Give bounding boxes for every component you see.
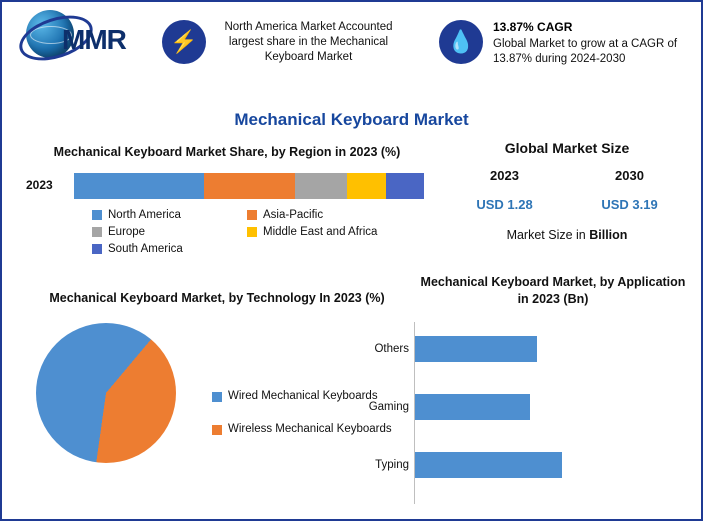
technology-pie-chart bbox=[22, 290, 412, 476]
app-bar-gaming bbox=[415, 394, 530, 420]
bar-segment-middle-east-africa bbox=[347, 173, 386, 199]
legend-swatch-icon bbox=[212, 425, 222, 435]
legend-item-middle-east-africa bbox=[247, 226, 417, 238]
page-title: Mechanical Keyboard Market bbox=[234, 110, 469, 129]
legend-label: Wired Mechanical Keyboards bbox=[228, 390, 378, 402]
bar-segment-europe bbox=[295, 173, 348, 199]
pie-wrap bbox=[22, 321, 412, 476]
value-2030: USD 3.19 bbox=[601, 197, 658, 212]
legend-label: Asia-Pacific bbox=[263, 209, 324, 221]
legend-item-europe bbox=[92, 226, 247, 238]
application-chart-title: Mechanical Keyboard Market, by Application in 2023 (Bn) bbox=[420, 275, 686, 306]
global-market-size-title: Global Market Size bbox=[504, 140, 630, 156]
unit-prefix: Market Size in bbox=[506, 228, 590, 242]
app-bar-others bbox=[415, 336, 537, 362]
application-chart-plot bbox=[368, 322, 692, 504]
app-row-gaming bbox=[368, 394, 530, 420]
region-share-chart bbox=[22, 144, 432, 255]
legend-item-north-america bbox=[92, 209, 247, 221]
global-market-size-years bbox=[442, 168, 692, 183]
header-card-2 bbox=[493, 20, 688, 67]
bar-segment-south-america bbox=[386, 173, 425, 199]
bar-segment-asia-pacific bbox=[204, 173, 295, 199]
global-market-size-panel bbox=[442, 140, 692, 242]
app-category-label: Typing bbox=[375, 459, 409, 471]
region-chart-title: Mechanical Keyboard Market Share, by Region in 2023 (%) bbox=[53, 145, 401, 159]
header-card-2-text: Global Market to grow at a CAGR of 13.87% during 2024-2030 bbox=[493, 38, 678, 65]
app-row-others bbox=[374, 336, 537, 362]
legend-swatch-icon bbox=[247, 227, 257, 237]
legend-item-wireless bbox=[212, 422, 402, 437]
application-bar-chart bbox=[368, 274, 692, 504]
legend-label: Wireless Mechanical Keyboards bbox=[228, 423, 392, 435]
legend-item-asia-pacific bbox=[247, 209, 417, 221]
cagr-value: 13.87% CAGR bbox=[493, 20, 573, 34]
legend-item-south-america bbox=[92, 243, 247, 255]
global-market-size-unit bbox=[442, 228, 692, 242]
bar-segment-north-america bbox=[74, 173, 204, 199]
lightning-bolt-icon: ⚡ bbox=[162, 20, 206, 64]
legend-label: North America bbox=[108, 209, 181, 221]
app-category-label: Others bbox=[374, 343, 409, 355]
legend-label: South America bbox=[108, 243, 183, 255]
header-card-north-america bbox=[162, 20, 412, 65]
header bbox=[2, 2, 701, 94]
year-2023-label: 2023 bbox=[490, 168, 519, 183]
legend-swatch-icon bbox=[212, 392, 222, 402]
legend-label: Middle East and Africa bbox=[263, 226, 378, 238]
header-card-cagr bbox=[439, 20, 694, 67]
legend-label: Europe bbox=[108, 226, 146, 238]
region-bar-row bbox=[22, 173, 432, 199]
year-2030-label: 2030 bbox=[615, 168, 644, 183]
technology-chart-title: Mechanical Keyboard Market, by Technology In 2023 (%) bbox=[49, 291, 385, 305]
legend-swatch-icon bbox=[92, 210, 102, 220]
app-bar-typing bbox=[415, 452, 562, 478]
unit-bold: Billion bbox=[589, 228, 628, 242]
legend-swatch-icon bbox=[92, 227, 102, 237]
value-2023: USD 1.28 bbox=[476, 197, 533, 212]
region-bar-category-label: 2023 bbox=[26, 178, 53, 192]
region-stacked-bar bbox=[74, 173, 424, 199]
header-card-1-text: North America Market Accounted largest share in the Mechanical Keyboard Market bbox=[224, 21, 393, 63]
flame-icon: 💧 bbox=[439, 20, 483, 64]
global-market-size-values bbox=[442, 197, 692, 212]
app-row-typing bbox=[375, 452, 562, 478]
pie-graphic bbox=[36, 323, 176, 463]
region-legend bbox=[92, 209, 432, 255]
legend-swatch-icon bbox=[247, 210, 257, 220]
legend-swatch-icon bbox=[92, 244, 102, 254]
brand-name: MMR bbox=[62, 24, 126, 55]
brand-logo bbox=[18, 8, 158, 70]
technology-legend bbox=[212, 389, 402, 455]
app-category-label: Gaming bbox=[368, 401, 409, 413]
